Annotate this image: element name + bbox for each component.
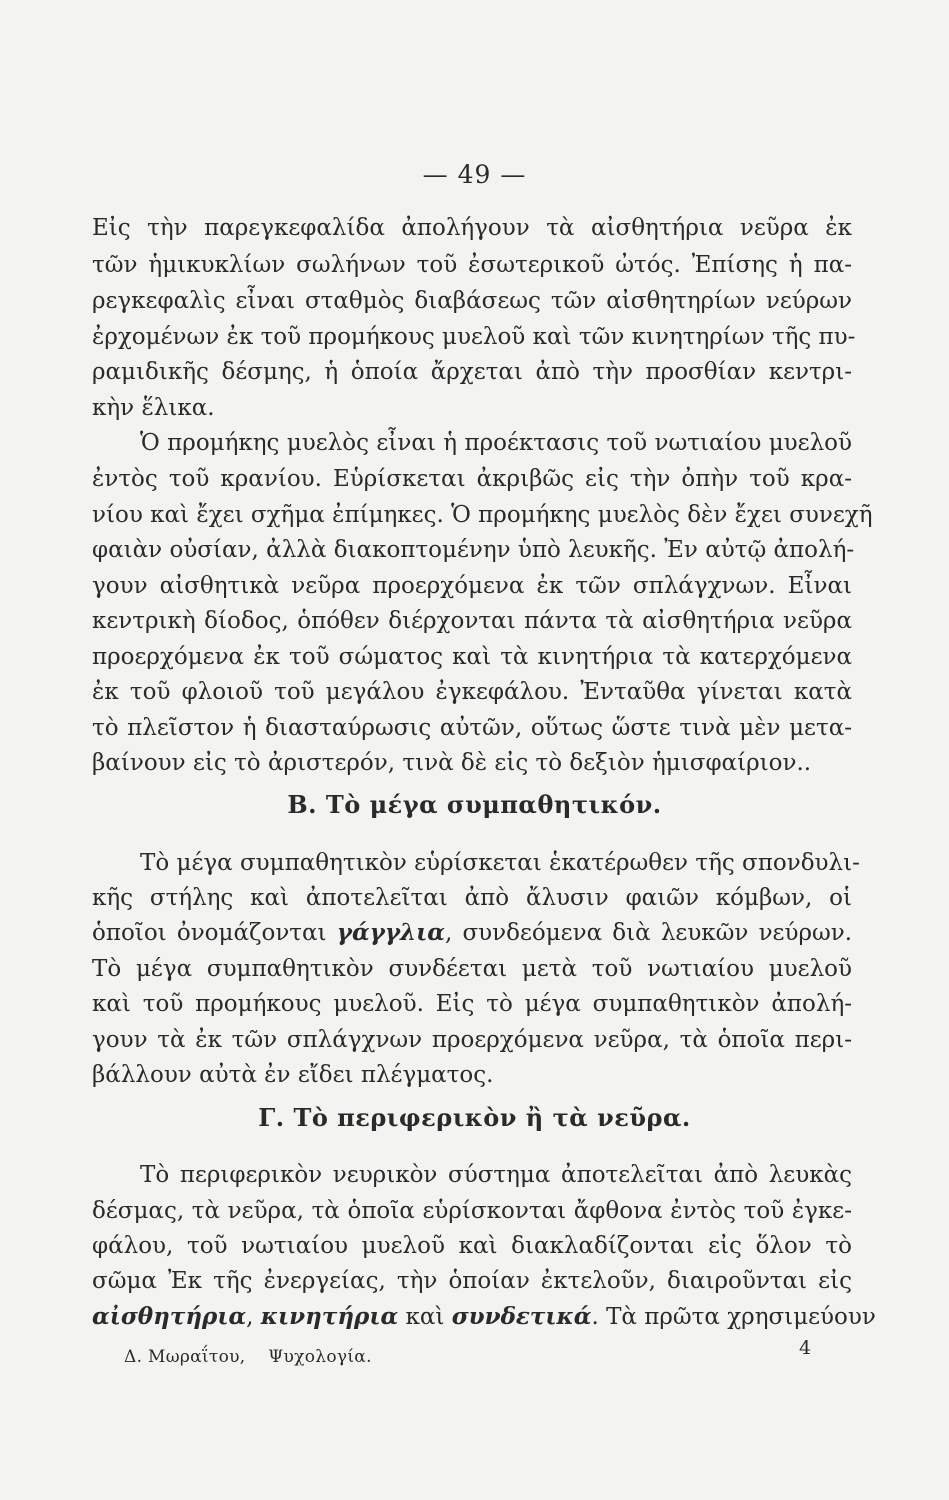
- text-span: ὁποῖοι ὀνομάζονται: [92, 920, 327, 946]
- text-line: φάλου, τοῦ νωτιαίου μυελοῦ καὶ διακλαδίζονται εἰς ὅλον τὸ: [92, 1233, 852, 1259]
- text-line: τὸ πλεῖστον ἡ διασταύρωσις αὐτῶν, οὕτως ὥστε τινὰ μὲν μετα-: [92, 715, 852, 741]
- footer-author-title: Δ. Μωραΐτου, Ψυχολογία.: [124, 1347, 372, 1367]
- text-line: Ὁ προμήκης μυελὸς εἶναι ἡ προέκτασις τοῦ νωτιαίου μυελοῦ: [140, 430, 852, 456]
- text-line: [92, 1302, 876, 1332]
- text-line: σῶμα Ἐκ τῆς ἐνεργείας, τὴν ὁποίαν ἐκτελοῦν, διαιροῦνται εἰς: [92, 1268, 852, 1294]
- text-line: γουν αἰσθητικὰ νεῦρα προερχόμενα ἐκ τῶν σπλάγχνων. Εἶναι: [92, 573, 852, 599]
- text-line: βαίνουν εἰς τὸ ἀριστερόν, τινὰ δὲ εἰς τὸ δεξιὸν ἡμισφαίριον..: [92, 750, 812, 776]
- text-line: ραμιδικῆς δέσμης, ἡ ὁποία ἄρχεται ἀπὸ τὴν προσθίαν κεντρι-: [92, 359, 852, 385]
- section-heading-c: Γ. Τὸ περιφερικὸν ἢ τὰ νεῦρα.: [258, 1103, 691, 1132]
- text-span: . Τὰ πρῶτα χρησιμεύουν: [591, 1304, 876, 1330]
- text-line: νίου καὶ ἔχει σχῆμα ἐπίμηκες. Ὁ προμήκης μυελὸς δὲν ἔχει συνεχῆ: [92, 502, 873, 528]
- text-line: [92, 918, 852, 948]
- text-line: κεντρικὴ δίοδος, ὁπόθεν διέρχονται πάντα τὰ αἰσθητήρια νεῦρα: [92, 608, 852, 634]
- page-number: — 49 —: [422, 160, 527, 189]
- signature-mark: 4: [799, 1337, 812, 1359]
- text-line: καὶ τοῦ προμήκους μυελοῦ. Εἰς τὸ μέγα συμπαθητικὸν ἀπολή-: [92, 991, 852, 1017]
- text-line: ρεγκεφαλὶς εἶναι σταθμὸς διαβάσεως τῶν αἰσθητηρίων νεύρων: [92, 288, 852, 314]
- text-span: ,: [246, 1304, 261, 1330]
- text-line: τῶν ἡμικυκλίων σωλήνων τοῦ ἐσωτερικοῦ ὠτός. Ἐπίσης ἡ πα-: [92, 252, 852, 278]
- text-line: βάλλουν αὐτὰ ἐν εἴδει πλέγματος.: [92, 1062, 494, 1088]
- text-line: φαιὰν οὐσίαν, ἀλλὰ διακοπτομένην ὑπὸ λευκῆς. Ἐν αὐτῷ ἀπολή-: [92, 537, 855, 563]
- text-line: κῆς στήλης καὶ ἀποτελεῖται ἀπὸ ἄλυσιν φαιῶν κόμβων, οἱ: [92, 885, 852, 911]
- text-line: δέσμας, τὰ νεῦρα, τὰ ὁποῖα εὑρίσκονται ἄφθονα ἐντὸς τοῦ ἐγκε-: [92, 1198, 852, 1224]
- term-aisthitiria: αἰσθητήρια: [92, 1303, 247, 1330]
- text-line: Εἰς τὴν παρεγκεφαλίδα ἀπολήγουν τὰ αἰσθητήρια νεῦρα ἐκ: [92, 215, 852, 241]
- text-span: , συνδεόμενα διὰ λευκῶν νεύρων.: [444, 920, 853, 946]
- text-line: κὴν ἕλικα.: [92, 395, 215, 421]
- text-line: ἐντὸς τοῦ κρανίου. Εὑρίσκεται ἀκριβῶς εἰς τὴν ὀπὴν τοῦ κρα-: [92, 466, 852, 492]
- text-line: Τὸ μέγα συμπαθητικὸν εὑρίσκεται ἑκατέρωθεν τῆς σπονδυλι-: [140, 850, 860, 876]
- text-line: Τὸ περιφερικὸν νευρικὸν σύστημα ἀποτελεῖται ἀπὸ λευκὰς: [140, 1162, 852, 1188]
- text-line: Τὸ μέγα συμπαθητικὸν συνδέεται μετὰ τοῦ νωτιαίου μυελοῦ: [92, 956, 852, 982]
- text-line: προερχόμενα ἐκ τοῦ σώματος καὶ τὰ κινητήρια τὰ κατερχόμενα: [92, 644, 852, 670]
- term-syndetika: συνδετικά: [451, 1303, 592, 1330]
- text-span: καὶ: [398, 1304, 452, 1330]
- text-line: γουν τὰ ἐκ τῶν σπλάγχνων προερχόμενα νεῦρα, τὰ ὁποῖα περι-: [92, 1027, 852, 1053]
- term-gaglia: γάγγλια: [336, 919, 445, 946]
- text-line: ἐρχομένων ἐκ τοῦ προμήκους μυελοῦ καὶ τῶν κινητηρίων τῆς πυ-: [92, 324, 856, 350]
- text-line: ἐκ τοῦ φλοιοῦ τοῦ μεγάλου ἐγκεφάλου. Ἐνταῦθα γίνεται κατὰ: [92, 679, 852, 705]
- term-kinitiria: κινητήρια: [260, 1303, 399, 1330]
- section-heading-b: Β. Τὸ μέγα συμπαθητικόν.: [287, 790, 662, 819]
